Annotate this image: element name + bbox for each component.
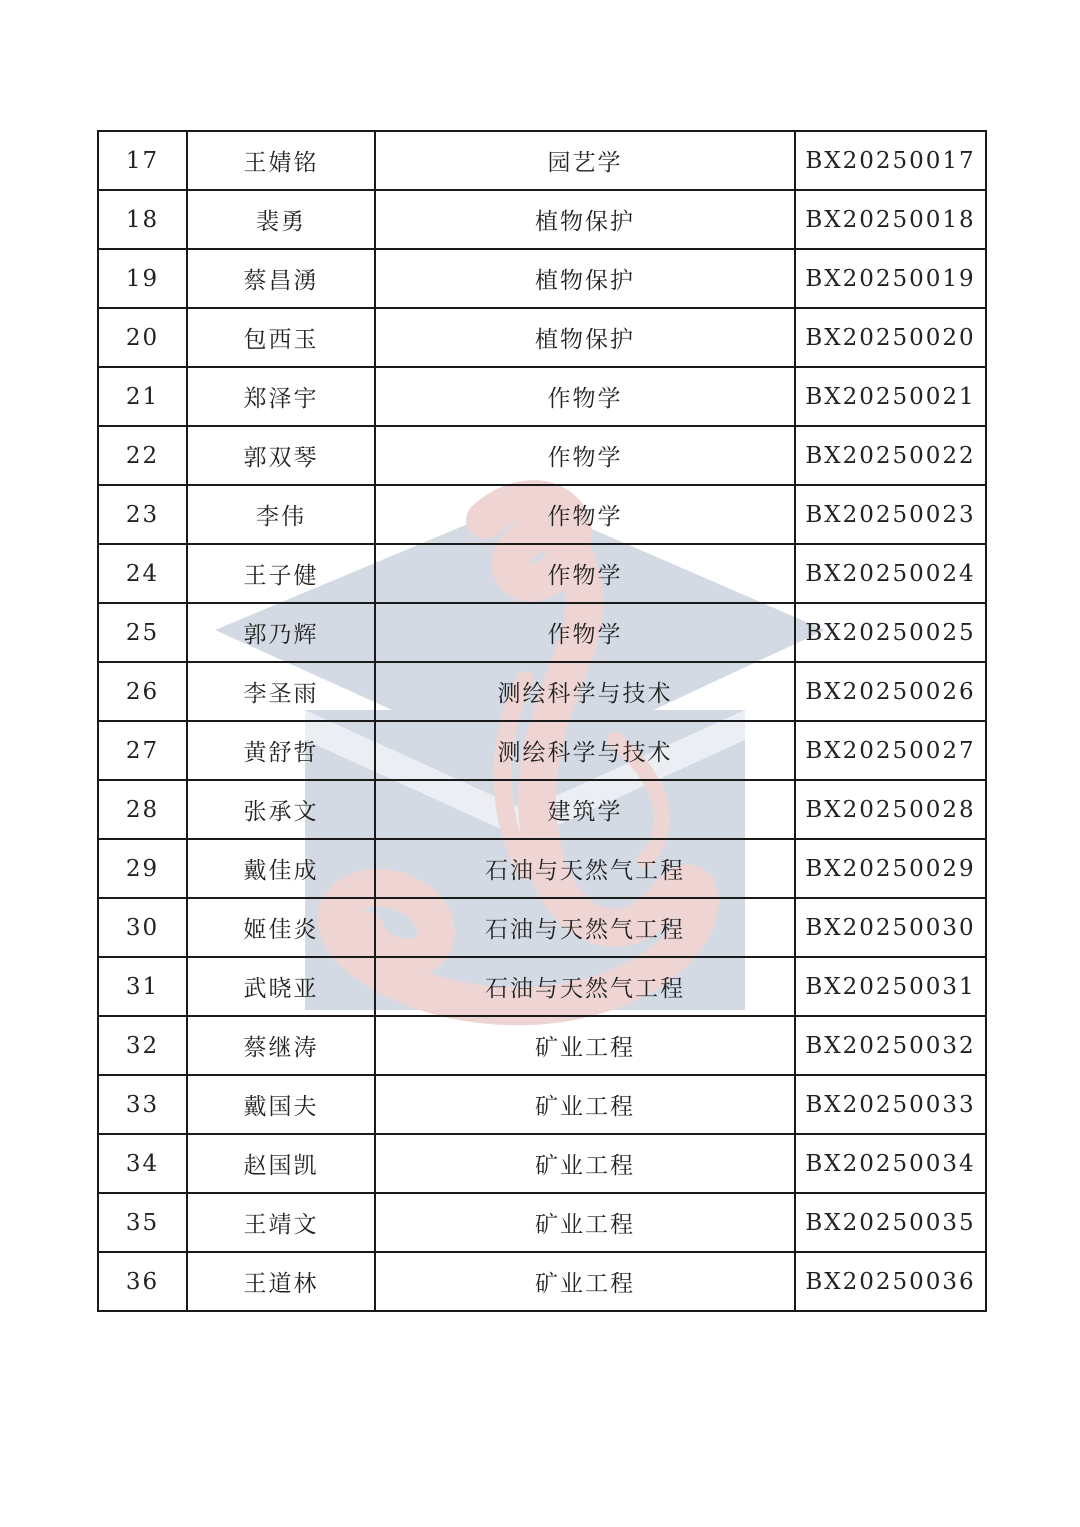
major-cell: 植物保护 <box>375 308 795 367</box>
major-cell: 植物保护 <box>375 249 795 308</box>
row-number-cell: 25 <box>98 603 187 662</box>
major-cell: 矿业工程 <box>375 1075 795 1134</box>
table-row <box>98 839 986 898</box>
row-number-cell: 32 <box>98 1016 187 1075</box>
code-cell: BX20250027 <box>795 721 986 780</box>
code-cell: BX20250018 <box>795 190 986 249</box>
row-number-cell: 34 <box>98 1134 187 1193</box>
major-cell: 建筑学 <box>375 780 795 839</box>
major-cell: 石油与天然气工程 <box>375 839 795 898</box>
table-row <box>98 308 986 367</box>
major-cell: 作物学 <box>375 426 795 485</box>
table-row <box>98 898 986 957</box>
name-cell: 王靖文 <box>187 1193 375 1252</box>
major-cell: 矿业工程 <box>375 1016 795 1075</box>
table-row <box>98 662 986 721</box>
code-cell: BX20250025 <box>795 603 986 662</box>
major-cell: 植物保护 <box>375 190 795 249</box>
table-row <box>98 544 986 603</box>
row-number-cell: 23 <box>98 485 187 544</box>
table-row <box>98 485 986 544</box>
row-number-cell: 29 <box>98 839 187 898</box>
name-cell: 武晓亚 <box>187 957 375 1016</box>
major-cell: 矿业工程 <box>375 1134 795 1193</box>
name-cell: 戴佳成 <box>187 839 375 898</box>
name-cell: 蔡昌湧 <box>187 249 375 308</box>
roster-table <box>97 130 987 1312</box>
row-number-cell: 19 <box>98 249 187 308</box>
table-row <box>98 249 986 308</box>
code-cell: BX20250035 <box>795 1193 986 1252</box>
major-cell: 作物学 <box>375 603 795 662</box>
name-cell: 郑泽宇 <box>187 367 375 426</box>
row-number-cell: 28 <box>98 780 187 839</box>
table-row <box>98 1252 986 1311</box>
name-cell: 黄舒哲 <box>187 721 375 780</box>
row-number-cell: 33 <box>98 1075 187 1134</box>
code-cell: BX20250023 <box>795 485 986 544</box>
table-row <box>98 1075 986 1134</box>
name-cell: 李伟 <box>187 485 375 544</box>
major-cell: 矿业工程 <box>375 1193 795 1252</box>
row-number-cell: 26 <box>98 662 187 721</box>
name-cell: 赵国凯 <box>187 1134 375 1193</box>
name-cell: 郭双琴 <box>187 426 375 485</box>
code-cell: BX20250022 <box>795 426 986 485</box>
name-cell: 王婧铭 <box>187 131 375 190</box>
code-cell: BX20250036 <box>795 1252 986 1311</box>
code-cell: BX20250031 <box>795 957 986 1016</box>
major-cell: 石油与天然气工程 <box>375 957 795 1016</box>
row-number-cell: 30 <box>98 898 187 957</box>
code-cell: BX20250033 <box>795 1075 986 1134</box>
row-number-cell: 35 <box>98 1193 187 1252</box>
name-cell: 张承文 <box>187 780 375 839</box>
major-cell: 作物学 <box>375 367 795 426</box>
row-number-cell: 18 <box>98 190 187 249</box>
row-number-cell: 20 <box>98 308 187 367</box>
major-cell: 测绘科学与技术 <box>375 662 795 721</box>
code-cell: BX20250034 <box>795 1134 986 1193</box>
row-number-cell: 31 <box>98 957 187 1016</box>
name-cell: 裴勇 <box>187 190 375 249</box>
name-cell: 戴国夫 <box>187 1075 375 1134</box>
name-cell: 郭乃辉 <box>187 603 375 662</box>
code-cell: BX20250026 <box>795 662 986 721</box>
row-number-cell: 27 <box>98 721 187 780</box>
code-cell: BX20250030 <box>795 898 986 957</box>
code-cell: BX20250024 <box>795 544 986 603</box>
table-row <box>98 1016 986 1075</box>
code-cell: BX20250017 <box>795 131 986 190</box>
major-cell: 矿业工程 <box>375 1252 795 1311</box>
name-cell: 王子健 <box>187 544 375 603</box>
major-cell: 测绘科学与技术 <box>375 721 795 780</box>
row-number-cell: 21 <box>98 367 187 426</box>
major-cell: 作物学 <box>375 544 795 603</box>
code-cell: BX20250019 <box>795 249 986 308</box>
row-number-cell: 36 <box>98 1252 187 1311</box>
roster-table-body <box>98 131 986 1311</box>
name-cell: 蔡继涛 <box>187 1016 375 1075</box>
table-row <box>98 190 986 249</box>
name-cell: 姬佳炎 <box>187 898 375 957</box>
row-number-cell: 17 <box>98 131 187 190</box>
name-cell: 王道林 <box>187 1252 375 1311</box>
name-cell: 李圣雨 <box>187 662 375 721</box>
table-row <box>98 780 986 839</box>
row-number-cell: 24 <box>98 544 187 603</box>
table-row <box>98 1193 986 1252</box>
table-row <box>98 426 986 485</box>
table-row <box>98 721 986 780</box>
name-cell: 包西玉 <box>187 308 375 367</box>
code-cell: BX20250029 <box>795 839 986 898</box>
major-cell: 园艺学 <box>375 131 795 190</box>
major-cell: 石油与天然气工程 <box>375 898 795 957</box>
code-cell: BX20250028 <box>795 780 986 839</box>
code-cell: BX20250021 <box>795 367 986 426</box>
major-cell: 作物学 <box>375 485 795 544</box>
table-row <box>98 957 986 1016</box>
code-cell: BX20250032 <box>795 1016 986 1075</box>
table-row <box>98 367 986 426</box>
table-row <box>98 1134 986 1193</box>
row-number-cell: 22 <box>98 426 187 485</box>
table-row <box>98 131 986 190</box>
table-row <box>98 603 986 662</box>
code-cell: BX20250020 <box>795 308 986 367</box>
